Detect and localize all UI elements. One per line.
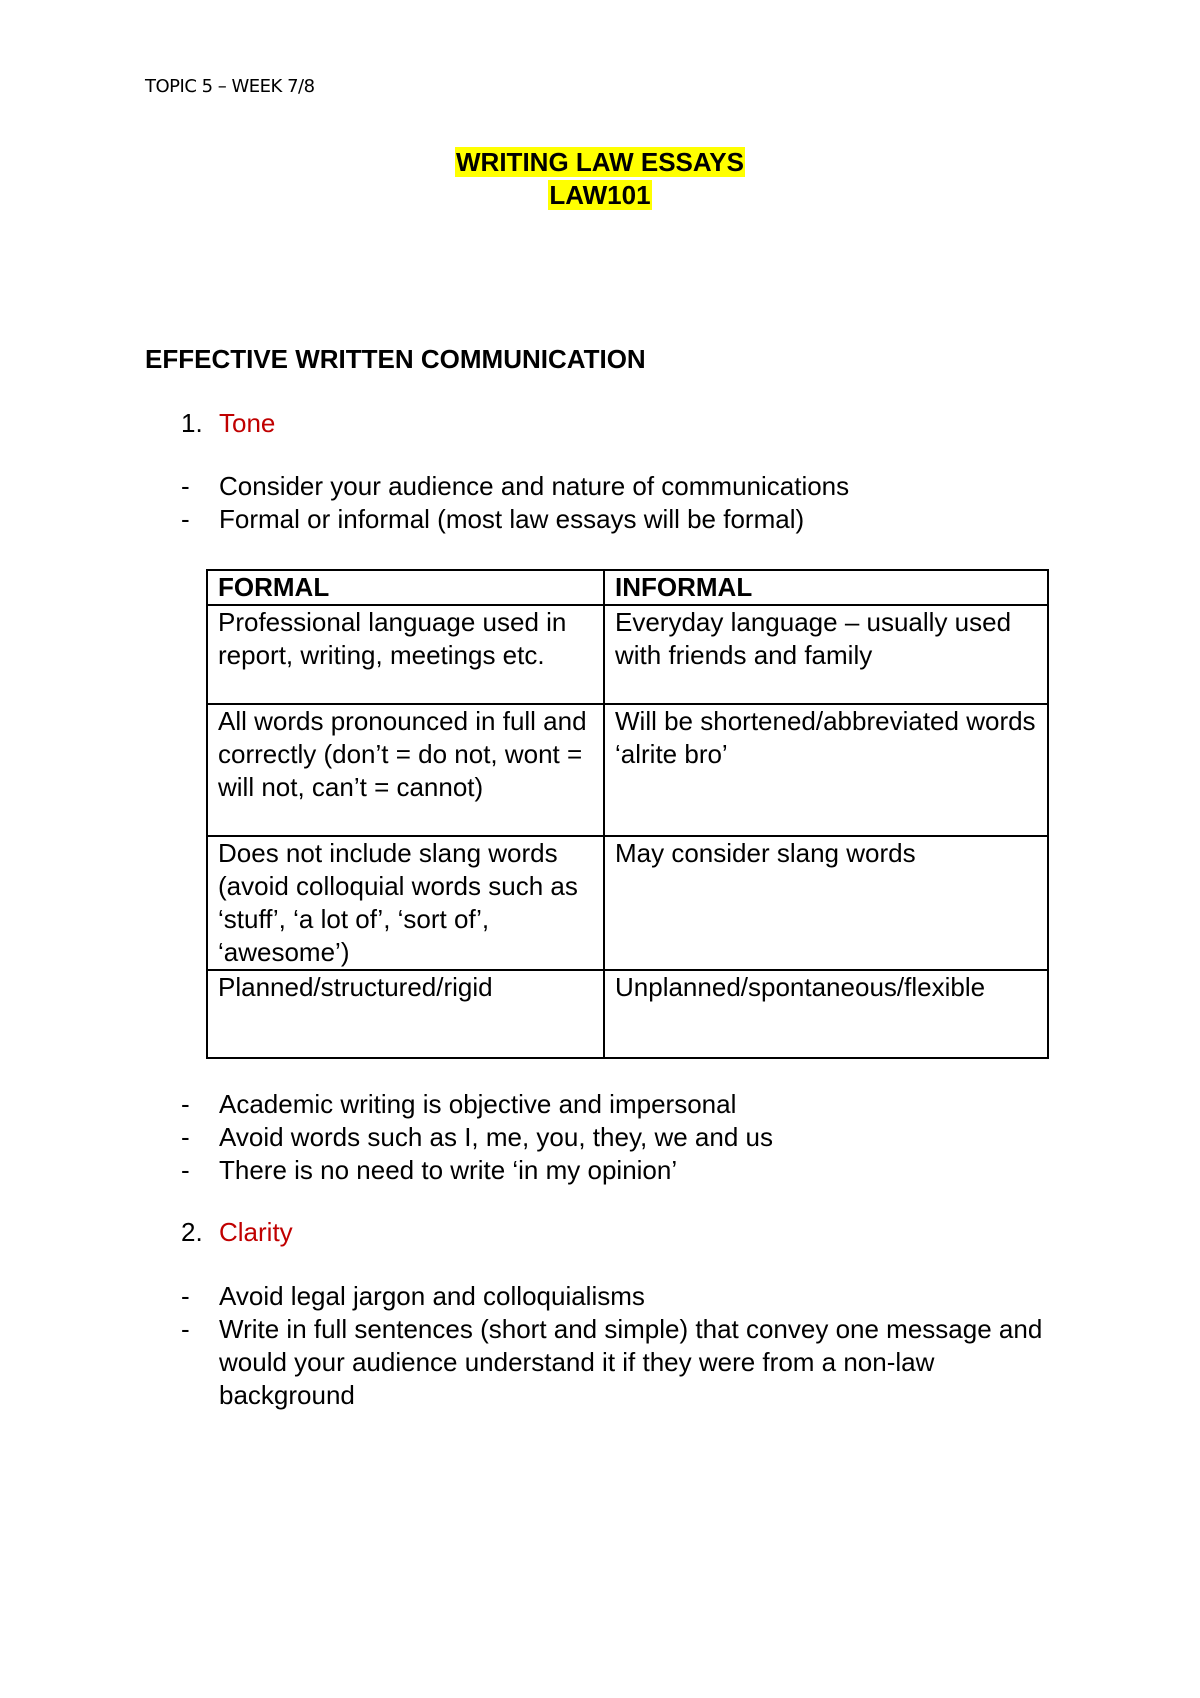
dash-marker: -	[181, 1122, 190, 1152]
document-title	[0, 146, 1200, 212]
table-cell: Planned/structured/rigid	[207, 970, 604, 1058]
column-header-informal: INFORMAL	[604, 570, 1048, 605]
dash-marker: -	[181, 1155, 190, 1185]
page-header: TOPIC 5 – WEEK 7/8	[145, 76, 315, 97]
table-row	[207, 970, 1048, 1058]
table-row	[207, 605, 1048, 704]
title-line-2: LAW101	[549, 180, 651, 210]
table-cell: May consider slang words	[604, 836, 1048, 970]
numbered-item-tone	[181, 408, 275, 439]
item-number: 1.	[181, 408, 203, 438]
table-row	[207, 836, 1048, 970]
list-item: - Formal or informal (most law essays will be formal)	[181, 504, 805, 534]
formal-informal-table	[206, 569, 1049, 1059]
item-number: 2.	[181, 1217, 203, 1247]
table-cell: Will be shortened/abbreviated words ‘alrite bro’	[604, 704, 1048, 836]
list-item: - Avoid words such as I, me, you, they, we and us	[181, 1122, 773, 1152]
clarity-bullet-list	[181, 1280, 1061, 1412]
table-header-row	[207, 570, 1048, 605]
table-cell: Professional language used in report, writing, meetings etc.	[207, 605, 604, 704]
dash-marker: -	[181, 1089, 190, 1119]
list-item: - There is no need to write ‘in my opinion’	[181, 1155, 678, 1185]
item-label: Clarity	[219, 1217, 293, 1247]
section-heading: EFFECTIVE WRITTEN COMMUNICATION	[145, 344, 646, 374]
list-item: - Write in full sentences (short and simple) that convey one message and would your audience understand it if they were from a non-law background	[181, 1314, 1043, 1410]
item-label: Tone	[219, 408, 276, 438]
table-cell: All words pronounced in full and correctly (don’t = do not, wont = will not, can’t = cannot)	[207, 704, 604, 836]
dash-marker: -	[181, 471, 190, 501]
list-item: - Avoid legal jargon and colloquialisms	[181, 1281, 645, 1311]
table-cell: Does not include slang words (avoid colloquial words such as ‘stuff’, ‘a lot of’, ‘sort of’, ‘awesome’)	[207, 836, 604, 970]
tone-after-bullet-list	[181, 1088, 1061, 1187]
dash-marker: -	[181, 1281, 190, 1311]
table-cell: Unplanned/spontaneous/flexible	[604, 970, 1048, 1058]
numbered-item-clarity	[181, 1217, 293, 1248]
title-line-1: WRITING LAW ESSAYS	[456, 147, 744, 177]
table-row	[207, 704, 1048, 836]
table-cell: Everyday language – usually used with friends and family	[604, 605, 1048, 704]
list-item: - Consider your audience and nature of communications	[181, 471, 850, 501]
dash-marker: -	[181, 1314, 190, 1344]
list-item: - Academic writing is objective and impersonal	[181, 1089, 737, 1119]
tone-bullet-list	[181, 470, 1061, 536]
dash-marker: -	[181, 504, 190, 534]
column-header-formal: FORMAL	[207, 570, 604, 605]
